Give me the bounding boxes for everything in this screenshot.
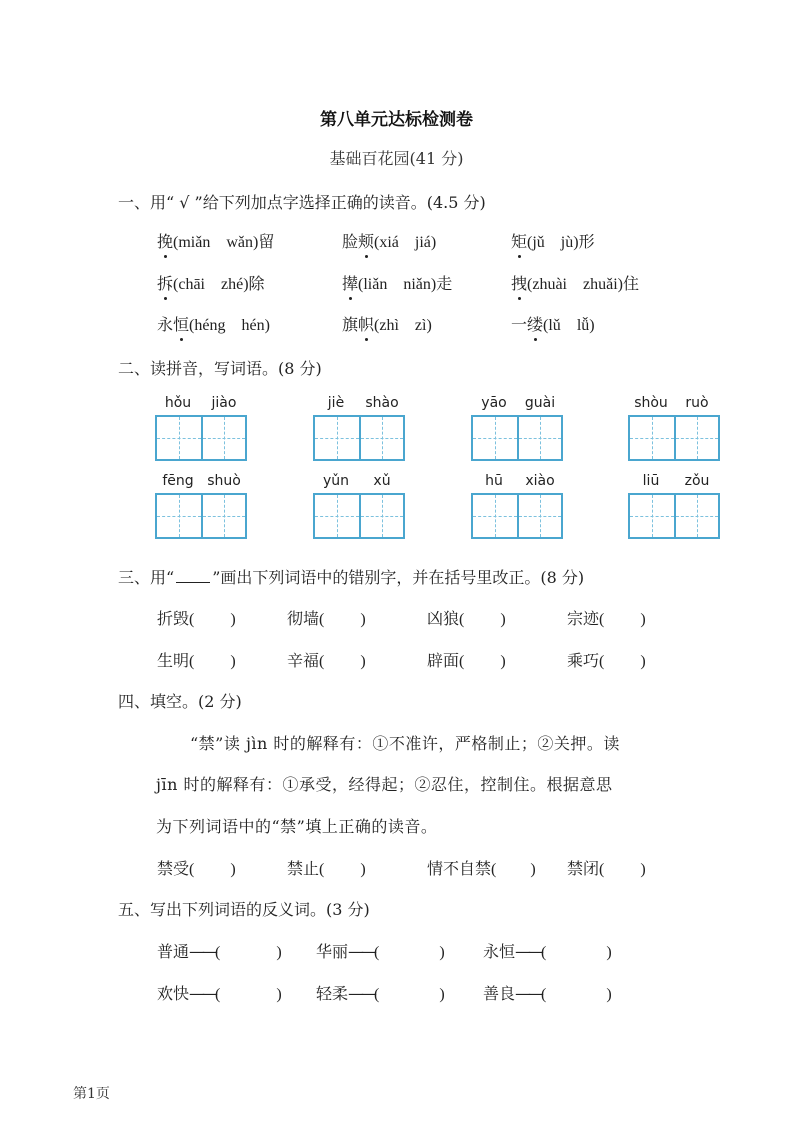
open-paren: (: [319, 861, 325, 878]
open-paren: (: [459, 653, 465, 670]
open-paren: (: [374, 986, 380, 1003]
word-text: 禁闭: [567, 859, 600, 878]
pinyin-syllable-2: xiào: [525, 473, 555, 489]
typo-correction-item: [287, 606, 366, 629]
pinyin-option-1[interactable]: zhuài: [532, 276, 567, 293]
open-paren: (: [215, 944, 221, 961]
close-paren: ): [573, 234, 579, 251]
dotted-char: 撵: [342, 271, 358, 294]
close-paren: ): [430, 234, 437, 251]
pinyin-option-2[interactable]: zhé: [221, 276, 244, 293]
pinyin-syllable-2: zǒu: [684, 473, 710, 489]
pinyin-syllable-1: shòu: [634, 395, 668, 411]
word-char: 旗: [342, 315, 359, 334]
grid-pinyin: [313, 395, 405, 413]
close-paren: ): [360, 653, 366, 670]
word-text: 轻柔: [316, 984, 349, 1003]
close-paren: ): [617, 276, 623, 293]
character-cell-2[interactable]: [201, 495, 245, 537]
grid-pinyin: [155, 395, 247, 413]
writing-grid-group: [313, 395, 405, 463]
word-text: 彻墙: [287, 609, 320, 628]
pronunciation-fill-item: [567, 856, 646, 879]
character-cell-2[interactable]: [201, 417, 245, 459]
tianzige-grid: [155, 415, 247, 461]
character-cell-1[interactable]: [630, 495, 674, 537]
close-paren: ): [276, 944, 282, 961]
open-paren: (: [374, 317, 380, 334]
antonym-item: [483, 981, 612, 1004]
pinyin-choice-item: [342, 229, 436, 252]
word-text: 善良: [483, 984, 516, 1003]
close-paren: ): [360, 611, 366, 628]
dash: ——: [348, 942, 375, 961]
dotted-char: 恒: [173, 312, 189, 335]
close-paren: ): [640, 653, 646, 670]
dotted-char: 拆: [157, 271, 173, 294]
pinyin-option-2[interactable]: lǚ: [576, 317, 590, 334]
dash: ——: [189, 942, 216, 961]
dash: ——: [348, 984, 375, 1003]
word-text: 禁止: [287, 859, 320, 878]
close-paren: ): [276, 986, 282, 1003]
pinyin-syllable-1: hū: [485, 473, 503, 489]
close-paren: ): [500, 611, 506, 628]
close-paren: ): [589, 317, 595, 334]
open-paren: (: [599, 611, 605, 628]
close-paren: ): [640, 611, 646, 628]
open-paren: (: [491, 861, 497, 878]
word-text: 情不自禁: [427, 859, 492, 878]
open-paren: (: [527, 276, 533, 293]
grid-pinyin: [155, 473, 247, 491]
dash: ——: [515, 942, 542, 961]
word-text: 辛福: [287, 651, 320, 670]
pronunciation-fill-item: [287, 856, 366, 879]
word-char: 形: [578, 232, 595, 251]
question-4-prompt: 四、填空。(2 分): [118, 692, 242, 711]
pinyin-syllable-2: shuò: [207, 473, 241, 489]
dotted-char: 拽: [511, 271, 527, 294]
question-5-prompt: 五、写出下列词语的反义词。(3 分): [118, 900, 370, 919]
typo-correction-item: [567, 648, 646, 671]
pinyin-syllable-1: hǒu: [164, 395, 192, 411]
open-paren: (: [189, 611, 195, 628]
close-paren: ): [230, 653, 236, 670]
close-paren: ): [230, 861, 236, 878]
open-paren: (: [374, 234, 380, 251]
close-paren: ): [439, 986, 445, 1003]
pinyin-syllable-2: jiào: [211, 395, 237, 411]
character-cell-2[interactable]: [359, 417, 403, 459]
word-text: 欢快: [157, 984, 190, 1003]
writing-grid-group: [313, 473, 405, 541]
pinyin-syllable-1: yǔn: [322, 473, 350, 489]
grid-pinyin: [471, 395, 563, 413]
close-paren: ): [430, 276, 437, 293]
close-paren: ): [426, 317, 432, 334]
tianzige-grid: [471, 493, 563, 539]
pinyin-option-1[interactable]: jǔ: [532, 234, 545, 251]
word-char: 留: [258, 232, 275, 251]
close-paren: ): [606, 986, 612, 1003]
writing-grid-group: [471, 473, 563, 541]
character-cell-2[interactable]: [517, 417, 561, 459]
word-char: 除: [248, 274, 265, 293]
pinyin-option-2[interactable]: zhuǎi: [583, 276, 618, 293]
grid-pinyin: [313, 473, 405, 491]
character-cell-2[interactable]: [674, 417, 718, 459]
dash: ——: [189, 984, 216, 1003]
writing-grid-group: [155, 473, 247, 541]
grid-pinyin: [628, 473, 720, 491]
close-paren: ): [439, 944, 445, 961]
open-paren: (: [358, 276, 364, 293]
tianzige-grid: [313, 415, 405, 461]
pinyin-option-2[interactable]: zì: [414, 317, 427, 334]
word-text: 宗迹: [567, 609, 600, 628]
pinyin-syllable-2: guài: [524, 395, 556, 411]
question-3-prompt-pre: 三、用“: [118, 568, 175, 587]
character-cell-1[interactable]: [630, 417, 674, 459]
open-paren: (: [527, 234, 533, 251]
character-cell-1[interactable]: [157, 495, 201, 537]
page-number: 第1页: [73, 1086, 110, 1102]
antonym-item: [483, 939, 612, 962]
word-text: 折毁: [157, 609, 190, 628]
typo-correction-item: [287, 648, 366, 671]
tianzige-grid: [628, 493, 720, 539]
close-paren: ): [530, 861, 536, 878]
close-paren: ): [230, 611, 236, 628]
question-4-paragraph-line-2: jīn 时的解释有：①承受，经得起；②忍住，控制住。根据意思: [156, 775, 613, 794]
pinyin-choice-item: [157, 229, 274, 252]
open-paren: (: [541, 986, 547, 1003]
character-cell-1[interactable]: [157, 417, 201, 459]
pinyin-option-1[interactable]: miǎn: [178, 234, 211, 251]
pinyin-option-2[interactable]: jiá: [414, 234, 431, 251]
open-paren: (: [374, 944, 380, 961]
typo-correction-item: [427, 648, 506, 671]
word-char: 永: [157, 315, 174, 334]
pinyin-choice-item: [157, 312, 270, 335]
pinyin-option-2[interactable]: hén: [241, 317, 265, 334]
pinyin-choice-item: [511, 229, 595, 252]
word-char: 走: [436, 274, 453, 293]
character-cell-2[interactable]: [674, 495, 718, 537]
tianzige-grid: [313, 493, 405, 539]
tianzige-grid: [471, 415, 563, 461]
pinyin-option-1[interactable]: zhì: [379, 317, 399, 334]
character-cell-2[interactable]: [517, 495, 561, 537]
pinyin-choice-item: [157, 271, 265, 294]
dash: ——: [515, 984, 542, 1003]
open-paren: (: [189, 317, 195, 334]
writing-grid-group: [471, 395, 563, 463]
question-4-paragraph-line-3: 为下列词语中的“禁”填上正确的读音。: [156, 817, 438, 836]
writing-grid-group: [155, 395, 247, 463]
word-text: 普通: [157, 942, 190, 961]
pinyin-option-2[interactable]: wǎn: [226, 234, 253, 251]
close-paren: ): [640, 861, 646, 878]
typo-correction-item: [157, 648, 236, 671]
pinyin-option-2[interactable]: niǎn: [403, 276, 431, 293]
writing-grid-group: [628, 395, 720, 463]
pinyin-option-1[interactable]: chāi: [178, 276, 205, 293]
pinyin-option-1[interactable]: xiá: [379, 234, 399, 251]
pinyin-choice-item: [342, 271, 452, 294]
open-paren: (: [543, 317, 549, 334]
open-paren: (: [189, 653, 195, 670]
open-paren: (: [173, 276, 179, 293]
character-cell-1[interactable]: [315, 495, 359, 537]
pinyin-syllable-1: jiè: [327, 395, 345, 411]
dotted-char: 帜: [358, 312, 374, 335]
pinyin-choice-item: [511, 312, 595, 335]
dotted-char: 缕: [527, 312, 543, 335]
pronunciation-fill-item: [157, 856, 236, 879]
writing-grid-group: [628, 473, 720, 541]
word-text: 永恒: [483, 942, 516, 961]
close-paren: ): [500, 653, 506, 670]
pinyin-syllable-2: xǔ: [373, 473, 391, 489]
tianzige-grid: [155, 493, 247, 539]
character-cell-1[interactable]: [315, 417, 359, 459]
open-paren: (: [189, 861, 195, 878]
dotted-char: 挽: [157, 229, 173, 252]
pinyin-choice-item: [342, 312, 432, 335]
close-paren: ): [253, 234, 259, 251]
pinyin-syllable-2: ruò: [685, 395, 709, 411]
question-1-prompt: 一、用“ √ ”给下列加点字选择正确的读音。(4.5 分): [118, 193, 486, 212]
word-text: 辟面: [427, 651, 460, 670]
antonym-item: [316, 981, 445, 1004]
pinyin-option-1[interactable]: héng: [194, 317, 226, 334]
open-paren: (: [319, 611, 325, 628]
question-4-paragraph-line-1: “禁”读 jìn 时的解释有：①不准许，严格制止；②关押。读: [190, 734, 620, 753]
question-3-prompt-post: ”画出下列词语中的错别字，并在括号里改正。(8 分): [212, 568, 585, 587]
pinyin-syllable-1: fēng: [162, 473, 194, 489]
word-text: 乘巧: [567, 651, 600, 670]
open-paren: (: [173, 234, 179, 251]
word-text: 凶狼: [427, 609, 460, 628]
pinyin-syllable-2: shào: [365, 395, 399, 411]
pinyin-option-1[interactable]: lǔ: [548, 317, 561, 334]
close-paren: ): [606, 944, 612, 961]
character-cell-2[interactable]: [359, 495, 403, 537]
word-text: 生明: [157, 651, 190, 670]
dotted-char: 矩: [511, 229, 527, 252]
open-paren: (: [599, 861, 605, 878]
word-text: 华丽: [316, 942, 349, 961]
antonym-item: [157, 939, 282, 962]
page-title: 第八单元达标检测卷: [320, 110, 473, 130]
open-paren: (: [215, 986, 221, 1003]
word-char: 脸: [342, 232, 359, 251]
grid-pinyin: [628, 395, 720, 413]
pinyin-option-1[interactable]: liǎn: [363, 276, 388, 293]
grid-pinyin: [471, 473, 563, 491]
character-cell-1[interactable]: [473, 417, 517, 459]
antonym-item: [157, 981, 282, 1004]
typo-correction-item: [567, 606, 646, 629]
open-paren: (: [599, 653, 605, 670]
close-paren: ): [360, 861, 366, 878]
question-2-prompt: 二、读拼音，写词语。(8 分): [118, 359, 322, 378]
word-char: 一: [511, 315, 528, 334]
open-paren: (: [459, 611, 465, 628]
close-paren: ): [264, 317, 270, 334]
open-paren: (: [319, 653, 325, 670]
question-3-prompt: [118, 565, 584, 588]
pinyin-syllable-1: yāo: [481, 395, 507, 411]
pinyin-syllable-1: liū: [642, 473, 660, 489]
typo-correction-item: [427, 606, 506, 629]
pinyin-option-2[interactable]: jù: [560, 234, 574, 251]
section-title: 基础百花园(41 分): [329, 149, 464, 168]
close-paren: ): [243, 276, 249, 293]
word-char: 住: [622, 274, 639, 293]
character-cell-1[interactable]: [473, 495, 517, 537]
underline-sample: [176, 569, 210, 583]
antonym-item: [316, 939, 445, 962]
pinyin-choice-item: [511, 271, 639, 294]
tianzige-grid: [628, 415, 720, 461]
dotted-char: 颊: [358, 229, 374, 252]
pronunciation-fill-item: [427, 856, 536, 879]
open-paren: (: [541, 944, 547, 961]
word-text: 禁受: [157, 859, 190, 878]
typo-correction-item: [157, 606, 236, 629]
